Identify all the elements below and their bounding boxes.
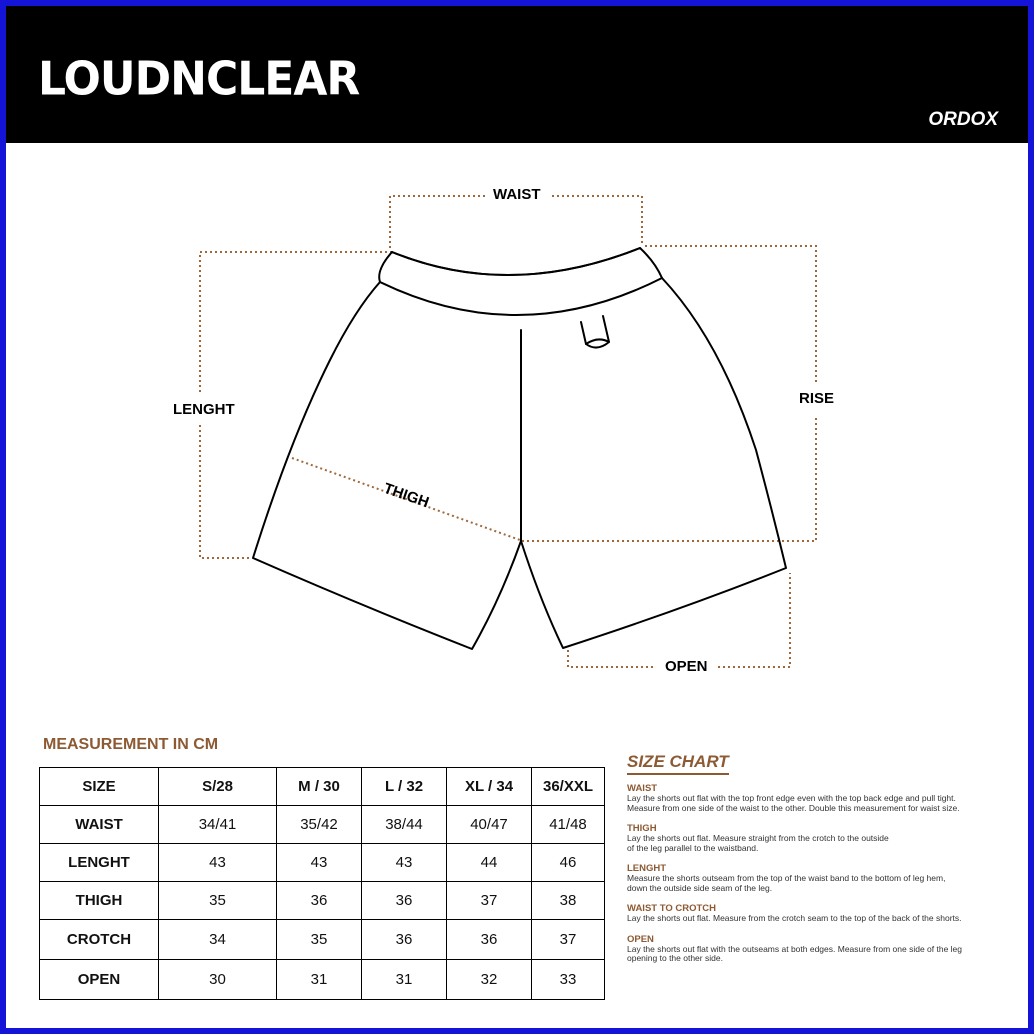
drawstring-tab — [581, 316, 609, 348]
measurement-title: MEASUREMENT IN CM — [43, 736, 219, 753]
header-cell: 36/XXL — [532, 768, 605, 806]
length-measure-line-lower — [200, 425, 252, 558]
size-chart-title: SIZE CHART — [627, 752, 729, 775]
table-cell: 41/48 — [532, 806, 605, 844]
table-cell: 38/44 — [362, 806, 447, 844]
table-cell: 35 — [277, 920, 362, 960]
table-cell: 33 — [532, 960, 605, 1000]
waistband-top — [392, 248, 640, 275]
product-name: ORDOX — [928, 109, 998, 130]
table-cell: 37 — [447, 882, 532, 920]
table-row — [40, 882, 605, 920]
size-chart-guide — [627, 752, 1007, 964]
brand-logo: LOUDNCLEAR — [38, 52, 360, 107]
rise-measure-line — [645, 246, 816, 385]
table-cell: 35/42 — [277, 806, 362, 844]
table-cell: 36 — [447, 920, 532, 960]
open-label: OPEN — [665, 658, 708, 675]
table-cell: 43 — [277, 844, 362, 882]
open-measure-line-right — [718, 573, 790, 667]
table-cell: 34/41 — [159, 806, 277, 844]
table-cell: 35 — [159, 882, 277, 920]
row-label: CROTCH — [40, 920, 159, 960]
table-row — [40, 920, 605, 960]
header-cell: XL / 34 — [447, 768, 532, 806]
table-cell: 31 — [277, 960, 362, 1000]
table-header-row — [40, 768, 605, 806]
table-cell: 32 — [447, 960, 532, 1000]
header-cell: L / 32 — [362, 768, 447, 806]
length-measure-line — [200, 252, 392, 395]
table-cell: 40/47 — [447, 806, 532, 844]
length-label: LENGHT — [173, 401, 235, 418]
guide-section-title: THIGH — [627, 823, 657, 834]
thigh-label: THIGH — [381, 480, 432, 512]
row-label: WAIST — [40, 806, 159, 844]
guide-section-text: Lay the shorts out flat. Measure straight from the crotch to the outside of the leg parallel to the waistband. — [627, 833, 889, 853]
waist-measure-line-right — [552, 196, 642, 245]
waistband-bottom — [380, 278, 662, 315]
guide-section-title: WAIST — [627, 783, 658, 794]
row-label: THIGH — [40, 882, 159, 920]
size-table — [39, 767, 605, 1000]
table-cell: 38 — [532, 882, 605, 920]
table-cell: 36 — [277, 882, 362, 920]
guide-section-text: Lay the shorts out flat with the top front edge even with the top back edge and pull tight. Measure from one side of the waist to the other. Double this measurement for waist size. — [627, 793, 960, 813]
guide-section-title: WAIST TO CROTCH — [627, 903, 717, 914]
guide-section-text: Measure the shorts outseam from the top of the waist band to the bottom of leg hem, down the outside side seam of the leg. — [627, 873, 946, 893]
table-cell: 36 — [362, 882, 447, 920]
table-cell: 34 — [159, 920, 277, 960]
table-cell: 31 — [362, 960, 447, 1000]
table-cell: 43 — [159, 844, 277, 882]
table-cell: 37 — [532, 920, 605, 960]
row-label: OPEN — [40, 960, 159, 1000]
table-row — [40, 844, 605, 882]
guide-section-title: OPEN — [627, 933, 654, 945]
guide-section-text: Lay the shorts out flat with the outseams at both edges. Measure from one side of the leg opening to the other side. — [627, 943, 962, 963]
table-cell: 44 — [447, 844, 532, 882]
row-label: LENGHT — [40, 844, 159, 882]
guide-section-title: LENGHT — [627, 863, 667, 874]
table-cell: 36 — [362, 920, 447, 960]
table-cell: 30 — [159, 960, 277, 1000]
table-cell: 43 — [362, 844, 447, 882]
header-cell: M / 30 — [277, 768, 362, 806]
waist-label: WAIST — [493, 186, 541, 203]
open-measure-line — [568, 650, 655, 667]
header-cell: SIZE — [40, 768, 159, 806]
waist-measure-line — [390, 196, 485, 248]
table-cell: 46 — [532, 844, 605, 882]
rise-label: RISE — [799, 390, 835, 407]
drawstring-tab-end — [586, 339, 609, 344]
table-row — [40, 806, 605, 844]
rise-measure-line-lower — [522, 418, 816, 541]
table-row — [40, 960, 605, 1000]
guide-section-text: Lay the shorts out flat. Measure from the crotch seam to the top of the back of the shorts. — [627, 913, 962, 923]
header-cell: S/28 — [159, 768, 277, 806]
shorts-outline — [253, 248, 786, 649]
